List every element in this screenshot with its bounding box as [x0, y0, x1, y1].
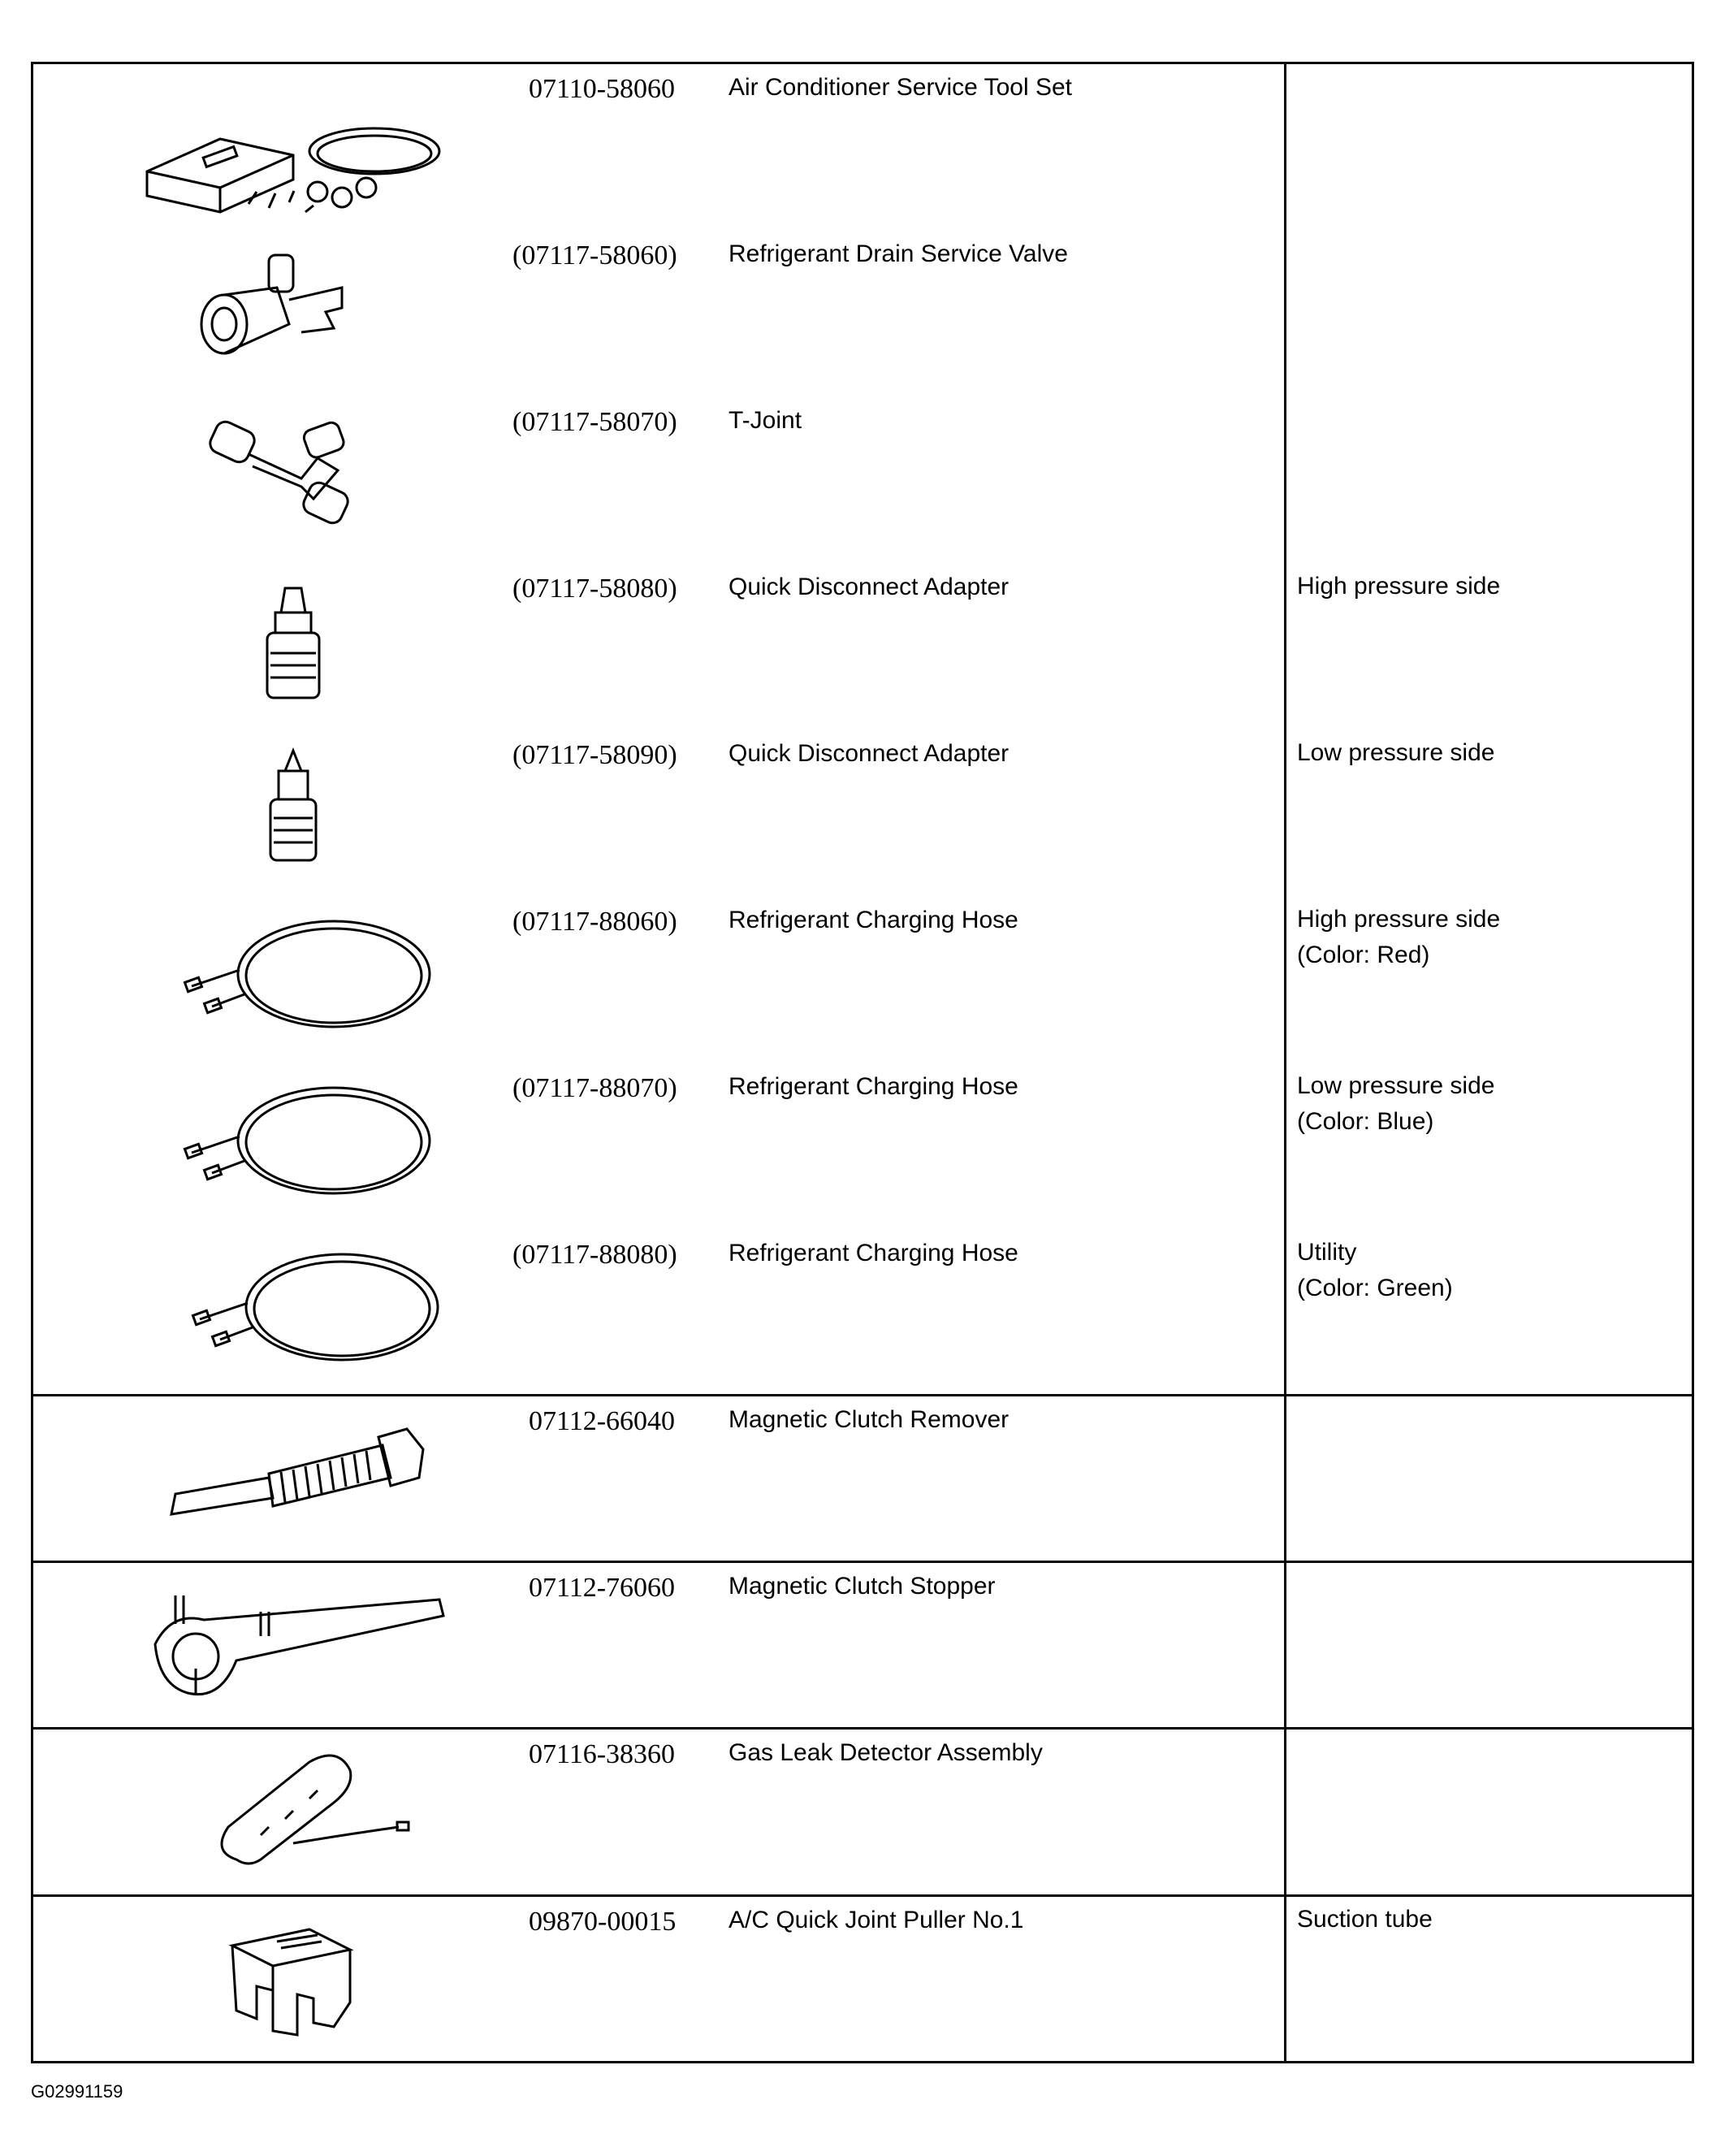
note-line: Suction tube: [1297, 1906, 1433, 1933]
tool-note: [1297, 902, 1500, 973]
table-row: [33, 1063, 1692, 1230]
part-number: 07112-76060: [529, 1573, 676, 1603]
tool-description: Quick Disconnect Adapter: [728, 740, 1009, 767]
table-row: [33, 1730, 1692, 1894]
tool-description: Magnetic Clutch Stopper: [728, 1573, 996, 1600]
tool-description: Refrigerant Charging Hose: [728, 1073, 1018, 1100]
note-line: High pressure side: [1297, 906, 1501, 933]
part-number: 07112-66040: [529, 1406, 676, 1436]
part-number: (07117-58060): [512, 240, 677, 271]
part-number: (07117-58090): [512, 740, 677, 770]
charging-hose-icon: [139, 1080, 447, 1210]
part-number: (07117-58080): [512, 574, 677, 604]
note-line: High pressure side: [1297, 573, 1501, 600]
tool-note: [1297, 1235, 1453, 1306]
table-row: [33, 1897, 1692, 2061]
charging-hose-icon: [139, 1246, 447, 1376]
tool-note: [1297, 735, 1494, 771]
charging-hose-icon: [139, 913, 447, 1043]
tool-description: A/C Quick Joint Puller No.1: [728, 1907, 1024, 1933]
drain-service-valve-icon: [139, 243, 447, 365]
tool-description: Quick Disconnect Adapter: [728, 574, 1009, 600]
table-row: [33, 64, 1692, 231]
note-line: (Color: Red): [1297, 942, 1430, 968]
tool-description: Refrigerant Charging Hose: [728, 1240, 1018, 1266]
tool-description: Magnetic Clutch Remover: [728, 1406, 1009, 1433]
note-line: (Color: Green): [1297, 1275, 1453, 1301]
tool-note: [1297, 1068, 1494, 1140]
table-row: [33, 1396, 1692, 1561]
tool-note: [1297, 1902, 1433, 1937]
tool-table: [31, 62, 1694, 2063]
note-line: Low pressure side: [1297, 1072, 1495, 1099]
note-line: Low pressure side: [1297, 739, 1495, 766]
part-number: (07117-58070): [512, 407, 677, 437]
part-number: (07117-88070): [512, 1073, 677, 1103]
figure-id: G02991159: [31, 2081, 123, 2102]
tool-description: Refrigerant Charging Hose: [728, 907, 1018, 933]
part-number: 07110-58060: [529, 74, 676, 104]
table-row: [33, 1563, 1692, 1727]
table-row: [33, 897, 1692, 1063]
tool-description: Refrigerant Drain Service Valve: [728, 240, 1068, 267]
t-joint-icon: [139, 409, 447, 531]
clutch-remover-icon: [139, 1417, 447, 1539]
tool-description: T-Joint: [728, 407, 802, 434]
note-line: (Color: Blue): [1297, 1108, 1434, 1135]
table-row: [33, 231, 1692, 397]
tool-description: Air Conditioner Service Tool Set: [728, 74, 1072, 101]
part-number: 07116-38360: [529, 1739, 676, 1769]
tool-note: [1297, 569, 1500, 604]
table-row: [33, 564, 1692, 730]
tool-description: Gas Leak Detector Assembly: [728, 1739, 1043, 1766]
service-tool-set-icon: [139, 106, 447, 228]
part-number: (07117-88060): [512, 907, 677, 937]
quick-disconnect-adapter-icon: [139, 747, 447, 868]
gas-leak-detector-icon: [139, 1746, 447, 1880]
table-row: [33, 730, 1692, 897]
table-row: [33, 1230, 1692, 1394]
part-number: (07117-88080): [512, 1240, 677, 1270]
note-line: Utility: [1297, 1239, 1357, 1266]
clutch-stopper-icon: [139, 1579, 447, 1709]
quick-joint-puller-icon: [139, 1921, 447, 2043]
quick-disconnect-adapter-icon: [139, 580, 447, 702]
part-number: 09870-00015: [529, 1907, 677, 1937]
table-row: [33, 397, 1692, 564]
